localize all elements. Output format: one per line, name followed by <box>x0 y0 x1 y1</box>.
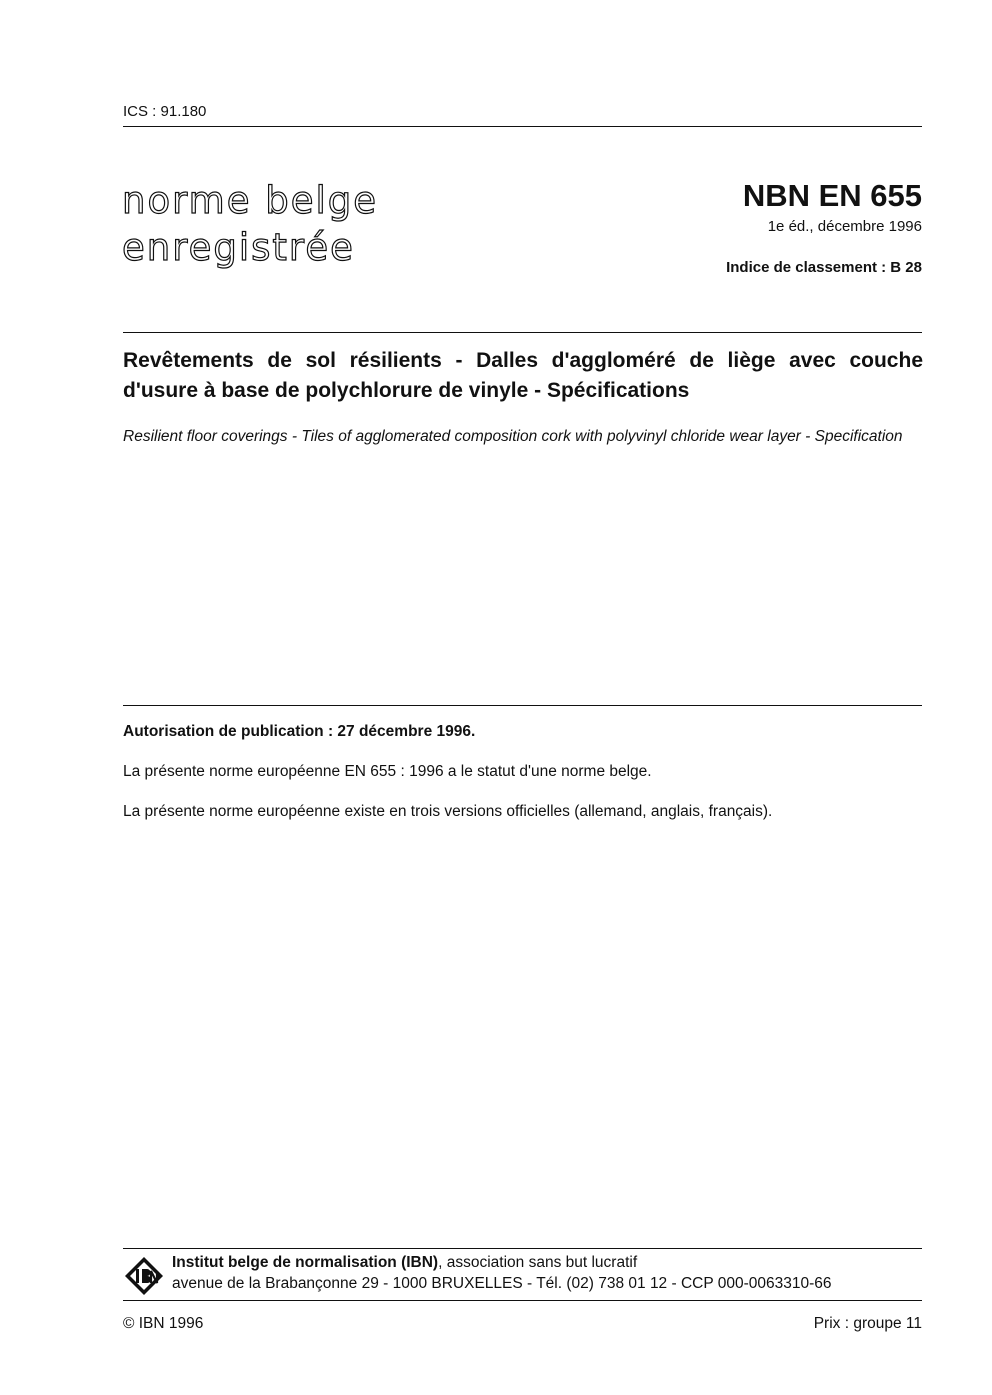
versions-statement: La présente norme européenne existe en trois versions officielles (allemand, anglais, français). <box>123 803 773 820</box>
publication-authorization: Autorisation de publication : 27 décembre 1996. <box>123 723 476 740</box>
title-french: Revêtements de sol résilients - Dalles d'aggloméré de liège avec couche d'usure à base de polychlorure de vinyle - Spécifications <box>123 349 923 402</box>
status-statement: La présente norme européenne EN 655 : 1996 a le statut d'une norme belge. <box>123 763 652 780</box>
institute-address: avenue de la Brabançonne 29 - 1000 BRUXELLES - Tél. (02) 738 01 12 - CCP 000-0063310-66 <box>172 1275 832 1292</box>
brand-wordmark <box>122 177 378 271</box>
copyright-notice: © IBN 1996 <box>123 1315 204 1332</box>
price-group: Prix : groupe 11 <box>813 1315 922 1332</box>
brand-line-2: enregistrée <box>122 226 355 269</box>
edition-date: 1e éd., décembre 1996 <box>767 218 922 235</box>
title-divider <box>123 332 922 333</box>
institute-name: Institut belge de normalisation (IBN) <box>172 1254 439 1271</box>
header-divider <box>123 126 922 127</box>
footer-bottom-divider <box>123 1300 922 1301</box>
classification-index: Indice de classement : B 28 <box>726 259 922 276</box>
institute-line <box>172 1254 637 1272</box>
footer-top-divider <box>123 1248 922 1249</box>
ibn-logo-icon <box>124 1256 164 1296</box>
body-divider <box>123 705 922 706</box>
title-english: Resilient floor coverings - Tiles of agglomerated composition cork with polyvinyl chloride wear layer - Specification <box>123 428 903 445</box>
standard-number: NBN EN 655 <box>742 178 922 213</box>
brand-line-1: norme belge <box>122 179 378 222</box>
ics-code: ICS : 91.180 <box>123 103 207 120</box>
institute-suffix: , association sans but lucratif <box>438 1254 638 1271</box>
